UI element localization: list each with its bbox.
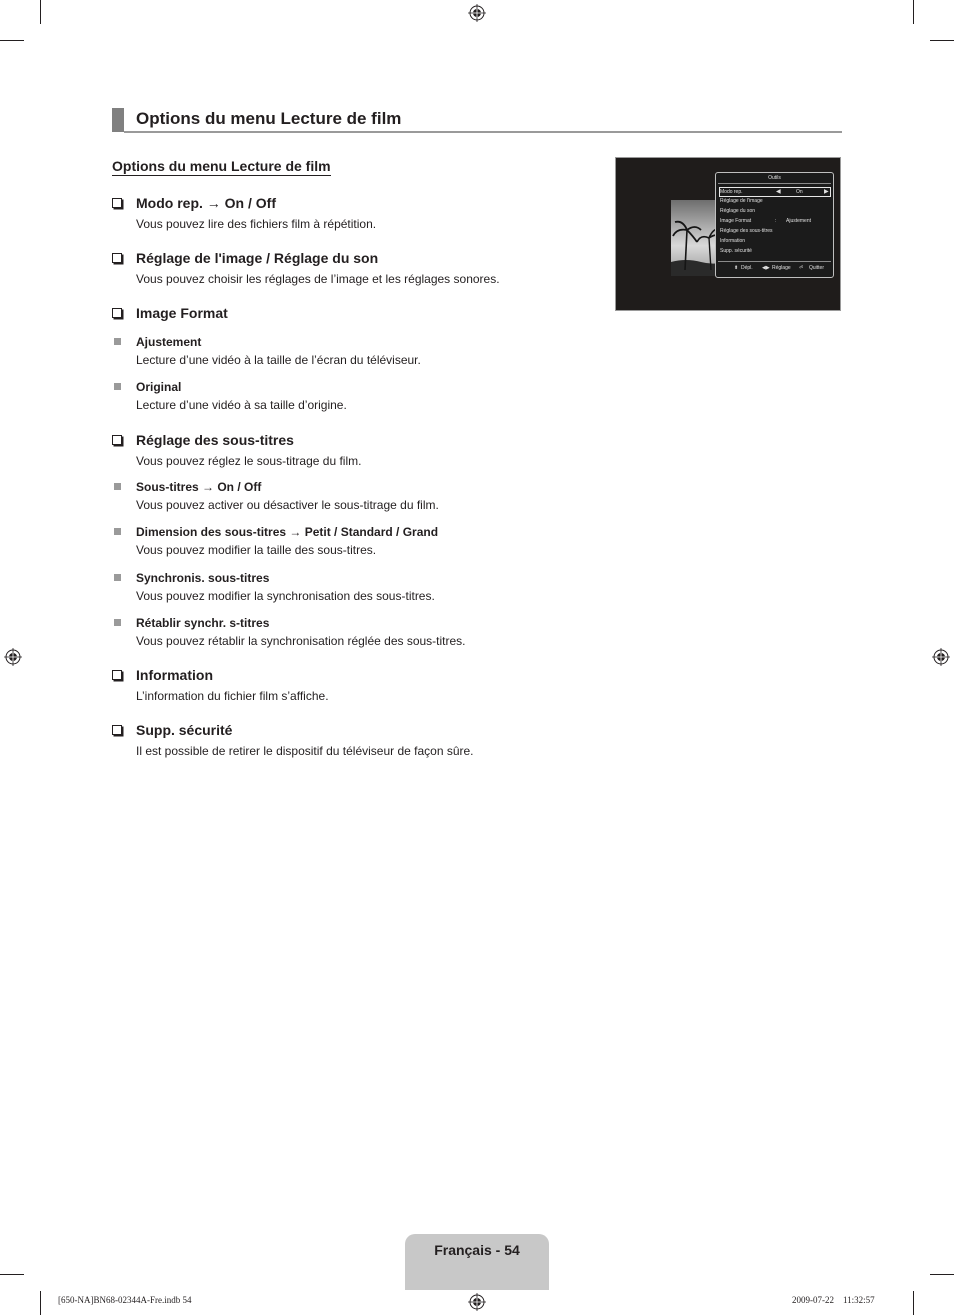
sub-option-sous-titres <box>112 479 592 513</box>
osd-row-colon: : <box>775 218 777 224</box>
checkbox-bullet-icon <box>112 198 122 208</box>
osd-divider <box>718 183 831 184</box>
arrow-left-icon: ◀ <box>776 189 781 195</box>
sub-option-original <box>112 379 592 413</box>
option-description: Vous pouvez réglez le sous-titrage du film. <box>136 454 362 468</box>
page-title: Options du menu Lecture de film <box>136 109 402 128</box>
sub-option-description: Vous pouvez activer ou désactiver le sous-titrage du film. <box>136 498 439 512</box>
sub-option-title: Ajustement <box>136 335 202 349</box>
osd-footer <box>720 265 830 274</box>
option-description: Il est possible de retirer le dispositif du téléviseur de façon sûre. <box>136 744 474 758</box>
osd-row-image-format[interactable] <box>720 217 830 226</box>
leftright-arrow-icon: ◀▶ <box>762 265 770 271</box>
tv-screen-illustration <box>615 157 841 311</box>
osd-row-supp-securite[interactable] <box>720 247 830 256</box>
registration-mark-icon <box>4 648 22 666</box>
return-icon: ⏎ <box>799 265 804 271</box>
registration-mark-icon <box>468 4 486 22</box>
osd-footer-adjust: Réglage <box>772 265 791 271</box>
osd-row-reglage-sous-titres[interactable] <box>720 227 830 236</box>
sub-option-title: Dimension des sous-titres → Petit / Standard / Grand <box>136 525 439 539</box>
crop-mark <box>0 1274 24 1275</box>
registration-mark-icon <box>468 1293 486 1311</box>
osd-row-label: Supp. sécurité <box>720 248 752 254</box>
crop-mark <box>913 0 914 24</box>
registration-mark-icon <box>932 648 950 666</box>
section-heading: Options du menu Lecture de film <box>112 158 331 174</box>
menu-option-image-format <box>112 304 582 322</box>
sub-option-description: Vous pouvez rétablir la synchronisation réglée des sous-titres. <box>136 634 466 648</box>
option-title: Image Format <box>136 305 228 321</box>
crop-mark <box>40 0 41 24</box>
osd-footer-exit: Quitter <box>809 265 825 271</box>
page-title-bar <box>112 108 842 133</box>
option-title: Réglage de l'image / Réglage du son <box>136 250 379 266</box>
osd-row-label: Information <box>720 238 746 244</box>
option-title: Supp. sécurité <box>136 722 233 738</box>
sub-option-dimension-sous-titres <box>112 524 592 558</box>
option-description: Vous pouvez lire des fichiers film à répétition. <box>136 217 377 231</box>
crop-mark <box>930 40 954 41</box>
menu-option-supp-securite <box>112 721 582 759</box>
checkbox-bullet-icon <box>112 253 122 263</box>
osd-row-modo-rep[interactable] <box>719 187 831 197</box>
sub-option-title: Synchronis. sous-titres <box>136 571 270 585</box>
menu-option-reglage-image-son <box>112 249 582 287</box>
checkbox-bullet-icon <box>112 670 122 680</box>
sub-option-ajustement <box>112 334 592 368</box>
crop-mark <box>40 1291 41 1315</box>
sub-option-description: Vous pouvez modifier la taille des sous-titres. <box>136 543 377 557</box>
sub-option-description: Lecture d’une vidéo à sa taille d’origine. <box>136 398 347 412</box>
checkbox-bullet-icon <box>112 308 122 318</box>
osd-row-label: Réglage des sous-titres <box>720 228 773 234</box>
title-rule <box>124 131 842 133</box>
menu-option-reglage-sous-titres <box>112 431 582 469</box>
tools-osd-menu <box>715 172 834 278</box>
square-bullet-icon <box>114 528 121 535</box>
sub-option-description: Vous pouvez modifier la synchronisation des sous-titres. <box>136 589 435 603</box>
option-title: Modo rep. → On / Off <box>136 195 276 211</box>
square-bullet-icon <box>114 574 121 581</box>
osd-footer-move: Dépl. <box>741 265 753 271</box>
osd-row-reglage-image[interactable] <box>720 197 830 206</box>
page-number: Français - 54 <box>434 1242 520 1258</box>
sub-option-title: Sous-titres → On / Off <box>136 480 262 494</box>
checkbox-bullet-icon <box>112 435 122 445</box>
menu-option-modo-rep <box>112 194 582 232</box>
updown-arrow-icon: ⬍ <box>734 265 739 271</box>
arrow-right-icon: ▶ <box>824 189 829 195</box>
option-title: Information <box>136 667 213 683</box>
title-tab <box>112 108 124 132</box>
print-slug-left: [650-NA]BN68-02344A-Fre.indb 54 <box>58 1295 192 1305</box>
page-number-tab <box>405 1234 549 1290</box>
sub-option-description: Lecture d’une vidéo à la taille de l’écran du téléviseur. <box>136 353 421 367</box>
osd-divider <box>718 261 831 262</box>
square-bullet-icon <box>114 619 121 626</box>
sub-option-retablir-synchr <box>112 615 592 649</box>
crop-mark <box>0 40 24 41</box>
square-bullet-icon <box>114 338 121 345</box>
crop-mark <box>913 1291 914 1315</box>
square-bullet-icon <box>114 483 121 490</box>
checkbox-bullet-icon <box>112 725 122 735</box>
osd-row-label: Modo rep. <box>720 189 743 195</box>
sub-option-title: Rétablir synchr. s-titres <box>136 616 270 630</box>
osd-row-information[interactable] <box>720 237 830 246</box>
square-bullet-icon <box>114 383 121 390</box>
osd-row-value: On <box>796 189 803 195</box>
osd-row-reglage-son[interactable] <box>720 207 830 216</box>
osd-row-value: Ajustement <box>786 218 812 224</box>
option-description: Vous pouvez choisir les réglages de l’image et les réglages sonores. <box>136 272 500 286</box>
sub-option-title: Original <box>136 380 182 394</box>
crop-mark <box>930 1274 954 1275</box>
option-title: Réglage des sous-titres <box>136 432 294 448</box>
sub-option-synchronis-sous-titres <box>112 570 592 604</box>
osd-title: Outils <box>768 175 781 181</box>
osd-row-label: Réglage du son <box>720 208 756 214</box>
osd-row-label: Réglage de l'image <box>720 198 763 204</box>
option-description: L’information du fichier film s’affiche. <box>136 689 329 703</box>
osd-row-label: Image Format <box>720 218 752 224</box>
print-slug-right: 2009-07-22 11:32:57 <box>792 1295 875 1305</box>
menu-option-information <box>112 666 582 704</box>
